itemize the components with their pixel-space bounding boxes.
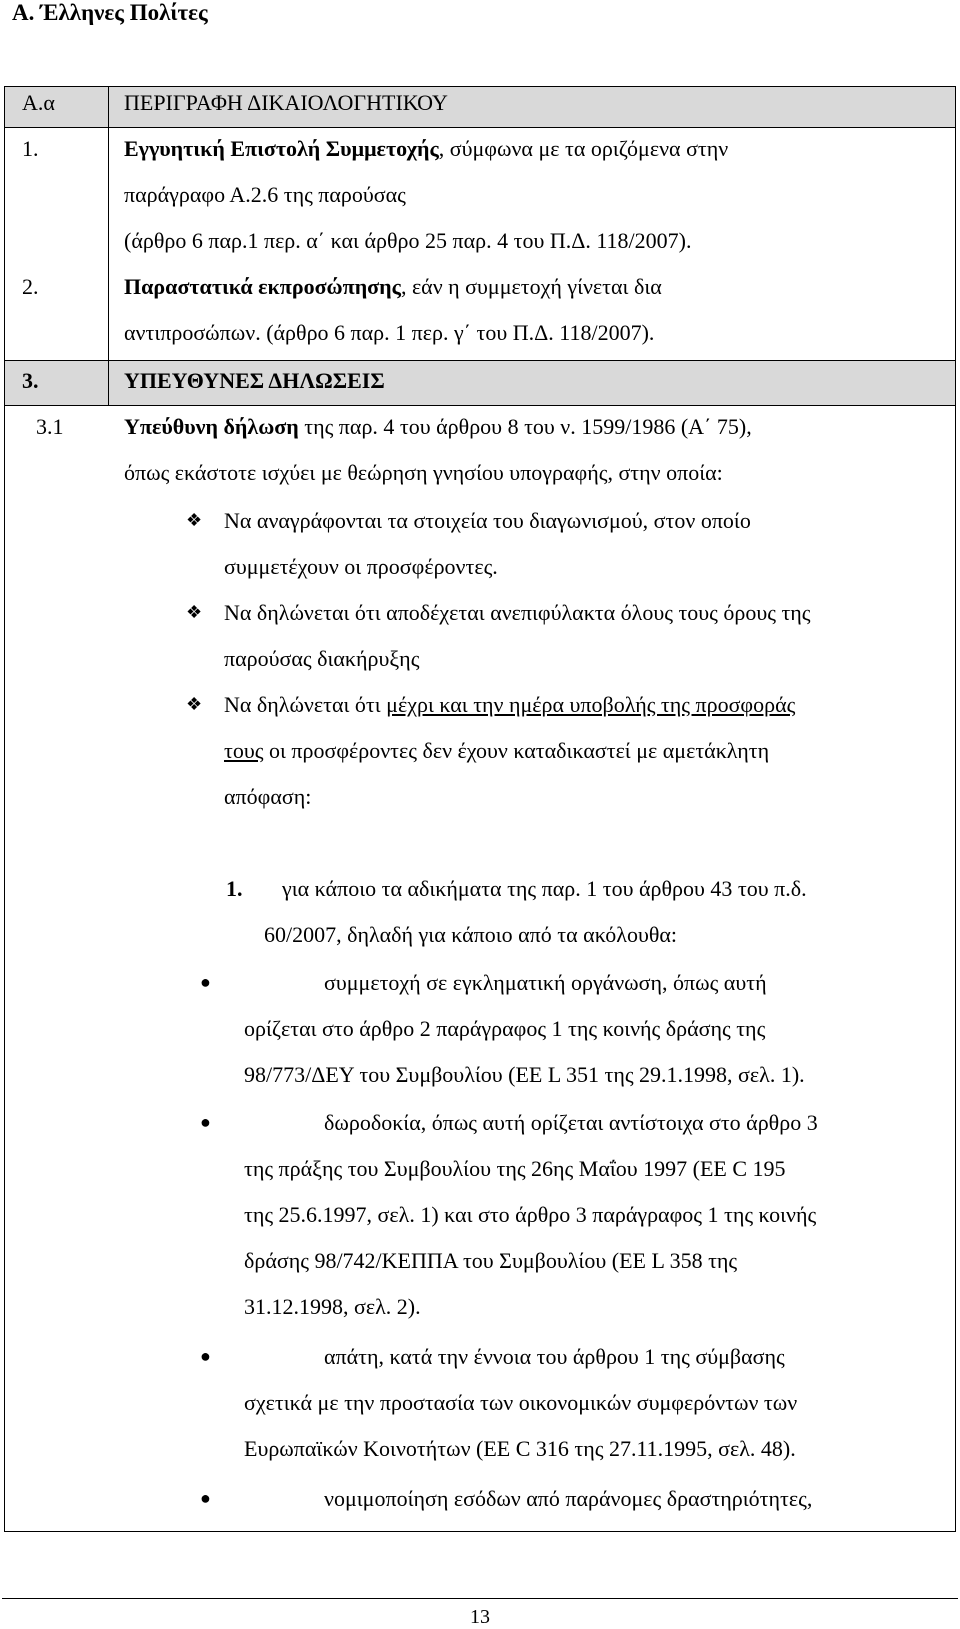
numbered-item-line1: για κάποιο τα αδικήματα της παρ. 1 του άρθρου 43 του π.δ. — [282, 876, 807, 901]
diamond-item-3-line2-rest: οι προσφέροντες δεν έχουν καταδικαστεί με αμετάκλητη — [263, 738, 770, 763]
diamond-item-1-line1: Να αναγράφονται τα στοιχεία του διαγωνισμού, στον οποίο — [224, 508, 751, 533]
numbered-item-number: 1. — [226, 876, 243, 901]
section3-number: 3. — [22, 368, 39, 393]
diamond-item-2-line1: Να δηλώνεται ότι αποδέχεται ανεπιφύλακτα όλους τους όρους της — [224, 600, 811, 625]
row1-line1 — [124, 136, 728, 162]
row31-number: 3.1 — [36, 414, 64, 439]
row2-line1 — [124, 274, 662, 300]
page-heading: Α. Έλληνες Πολίτες — [12, 0, 208, 25]
diamond-item-3-plain: Να δηλώνεται ότι — [224, 692, 387, 717]
footer-rule — [2, 1598, 958, 1599]
row31-line1 — [124, 414, 752, 440]
row1-line3: (άρθρο 6 παρ.1 περ. α΄ και άρθρο 25 παρ. 4 του Π.Δ. 118/2007). — [124, 228, 692, 253]
row2-number: 2. — [22, 274, 39, 299]
diamond-item-3-line3: απόφαση: — [224, 784, 312, 809]
bullet-4-line1: νομιμοποίηση εσόδων από παράνομες δραστηριότητες, — [324, 1486, 813, 1511]
bullet-2-line4: δράσης 98/742/ΚΕΠΠΑ του Συμβουλίου (ΕΕ L 358 της — [244, 1248, 738, 1273]
row1-line2: παράγραφο Α.2.6 της παρούσας — [124, 182, 406, 207]
bullet-1-line2: ορίζεται στο άρθρο 2 παράγραφος 1 της κοινής δράσης της — [244, 1016, 766, 1041]
bullet-2-line2: της πράξης του Συμβουλίου της 26ης Μαΐου 1997 (ΕΕ C 195 — [244, 1156, 786, 1181]
diamond-item-3-line2 — [224, 738, 769, 764]
numbered-item-line2: 60/2007, δηλαδή για κάποιο από τα ακόλουθα: — [264, 922, 678, 947]
row2-line1-rest: , εάν η συμμετοχή γίνεται δια — [400, 274, 662, 299]
row31-line2: όπως εκάστοτε ισχύει με θεώρηση γνησίου υπογραφής, στην οποία: — [124, 460, 723, 485]
bullet-1-line1: συμμετοχή σε εγκληματική οργάνωση, όπως αυτή — [324, 970, 767, 995]
diamond-item-3-line1 — [224, 692, 795, 718]
row1-bold: Εγγυητική Επιστολή Συμμετοχής — [124, 136, 439, 161]
page-number: 13 — [470, 1606, 490, 1628]
bullet-1-line3: 98/773/ΔΕΥ του Συμβουλίου (ΕΕ L 351 της 29.1.1998, σελ. 1). — [244, 1062, 805, 1087]
bullet-2-line5: 31.12.1998, σελ. 2). — [244, 1294, 421, 1319]
header-label: ΠΕΡΙΓΡΑΦΗ ΔΙΚΑΙΟΛΟΓΗΤΙΚΟΥ — [124, 90, 448, 115]
row31-line1-rest: της παρ. 4 του άρθρου 8 του ν. 1599/1986 (Α΄ 75), — [298, 414, 752, 439]
row1-number: 1. — [22, 136, 39, 161]
bullet-icon: ● — [200, 972, 211, 992]
row1-line1-rest: , σύμφωνα με τα οριζόμενα στην — [438, 136, 729, 161]
row2-line2: αντιπροσώπων. (άρθρο 6 παρ. 1 περ. γ΄ του Π.Δ. 118/2007). — [124, 320, 655, 345]
bullet-icon: ● — [200, 1112, 211, 1132]
diamond-bullet-icon: ❖ — [186, 694, 203, 714]
diamond-bullet-icon: ❖ — [186, 602, 203, 622]
bullet-3-line2: σχετικά με την προστασία των οικονομικών συμφερόντων των — [244, 1390, 798, 1415]
diamond-item-1-line2: συμμετέχουν οι προσφέροντες. — [224, 554, 498, 579]
diamond-bullet-icon: ❖ — [186, 510, 203, 530]
bullet-icon: ● — [200, 1346, 211, 1366]
section3-label: ΥΠΕΥΘΥΝΕΣ ΔΗΛΩΣΕΙΣ — [124, 368, 385, 393]
bullet-3-line3: Ευρωπαϊκών Κοινοτήτων (ΕΕ C 316 της 27.11.1995, σελ. 48). — [244, 1436, 796, 1461]
bullet-3-line1: απάτη, κατά την έννοια του άρθρου 1 της σύμβασης — [324, 1344, 785, 1369]
bullet-2-line3: της 25.6.1997, σελ. 1) και στο άρθρο 3 παράγραφος 1 της κοινής — [244, 1202, 817, 1227]
diamond-item-2-line2: παρούσας διακήρυξης — [224, 646, 420, 671]
bullet-2-line1: δωροδοκία, όπως αυτή ορίζεται αντίστοιχα στο άρθρο 3 — [324, 1110, 818, 1135]
bullet-icon: ● — [200, 1488, 211, 1508]
diamond-item-3-underlined: μέχρι και την ημέρα υποβολής της προσφοράς — [386, 692, 796, 717]
row2-bold: Παραστατικά εκπροσώπησης — [124, 274, 401, 299]
row31-bold: Υπεύθυνη δήλωση — [124, 414, 299, 439]
header-code: Α.α — [22, 90, 55, 115]
diamond-item-3-underlined-2: τους — [224, 738, 264, 763]
requirements-table — [4, 86, 956, 1532]
column-divider — [108, 86, 109, 406]
